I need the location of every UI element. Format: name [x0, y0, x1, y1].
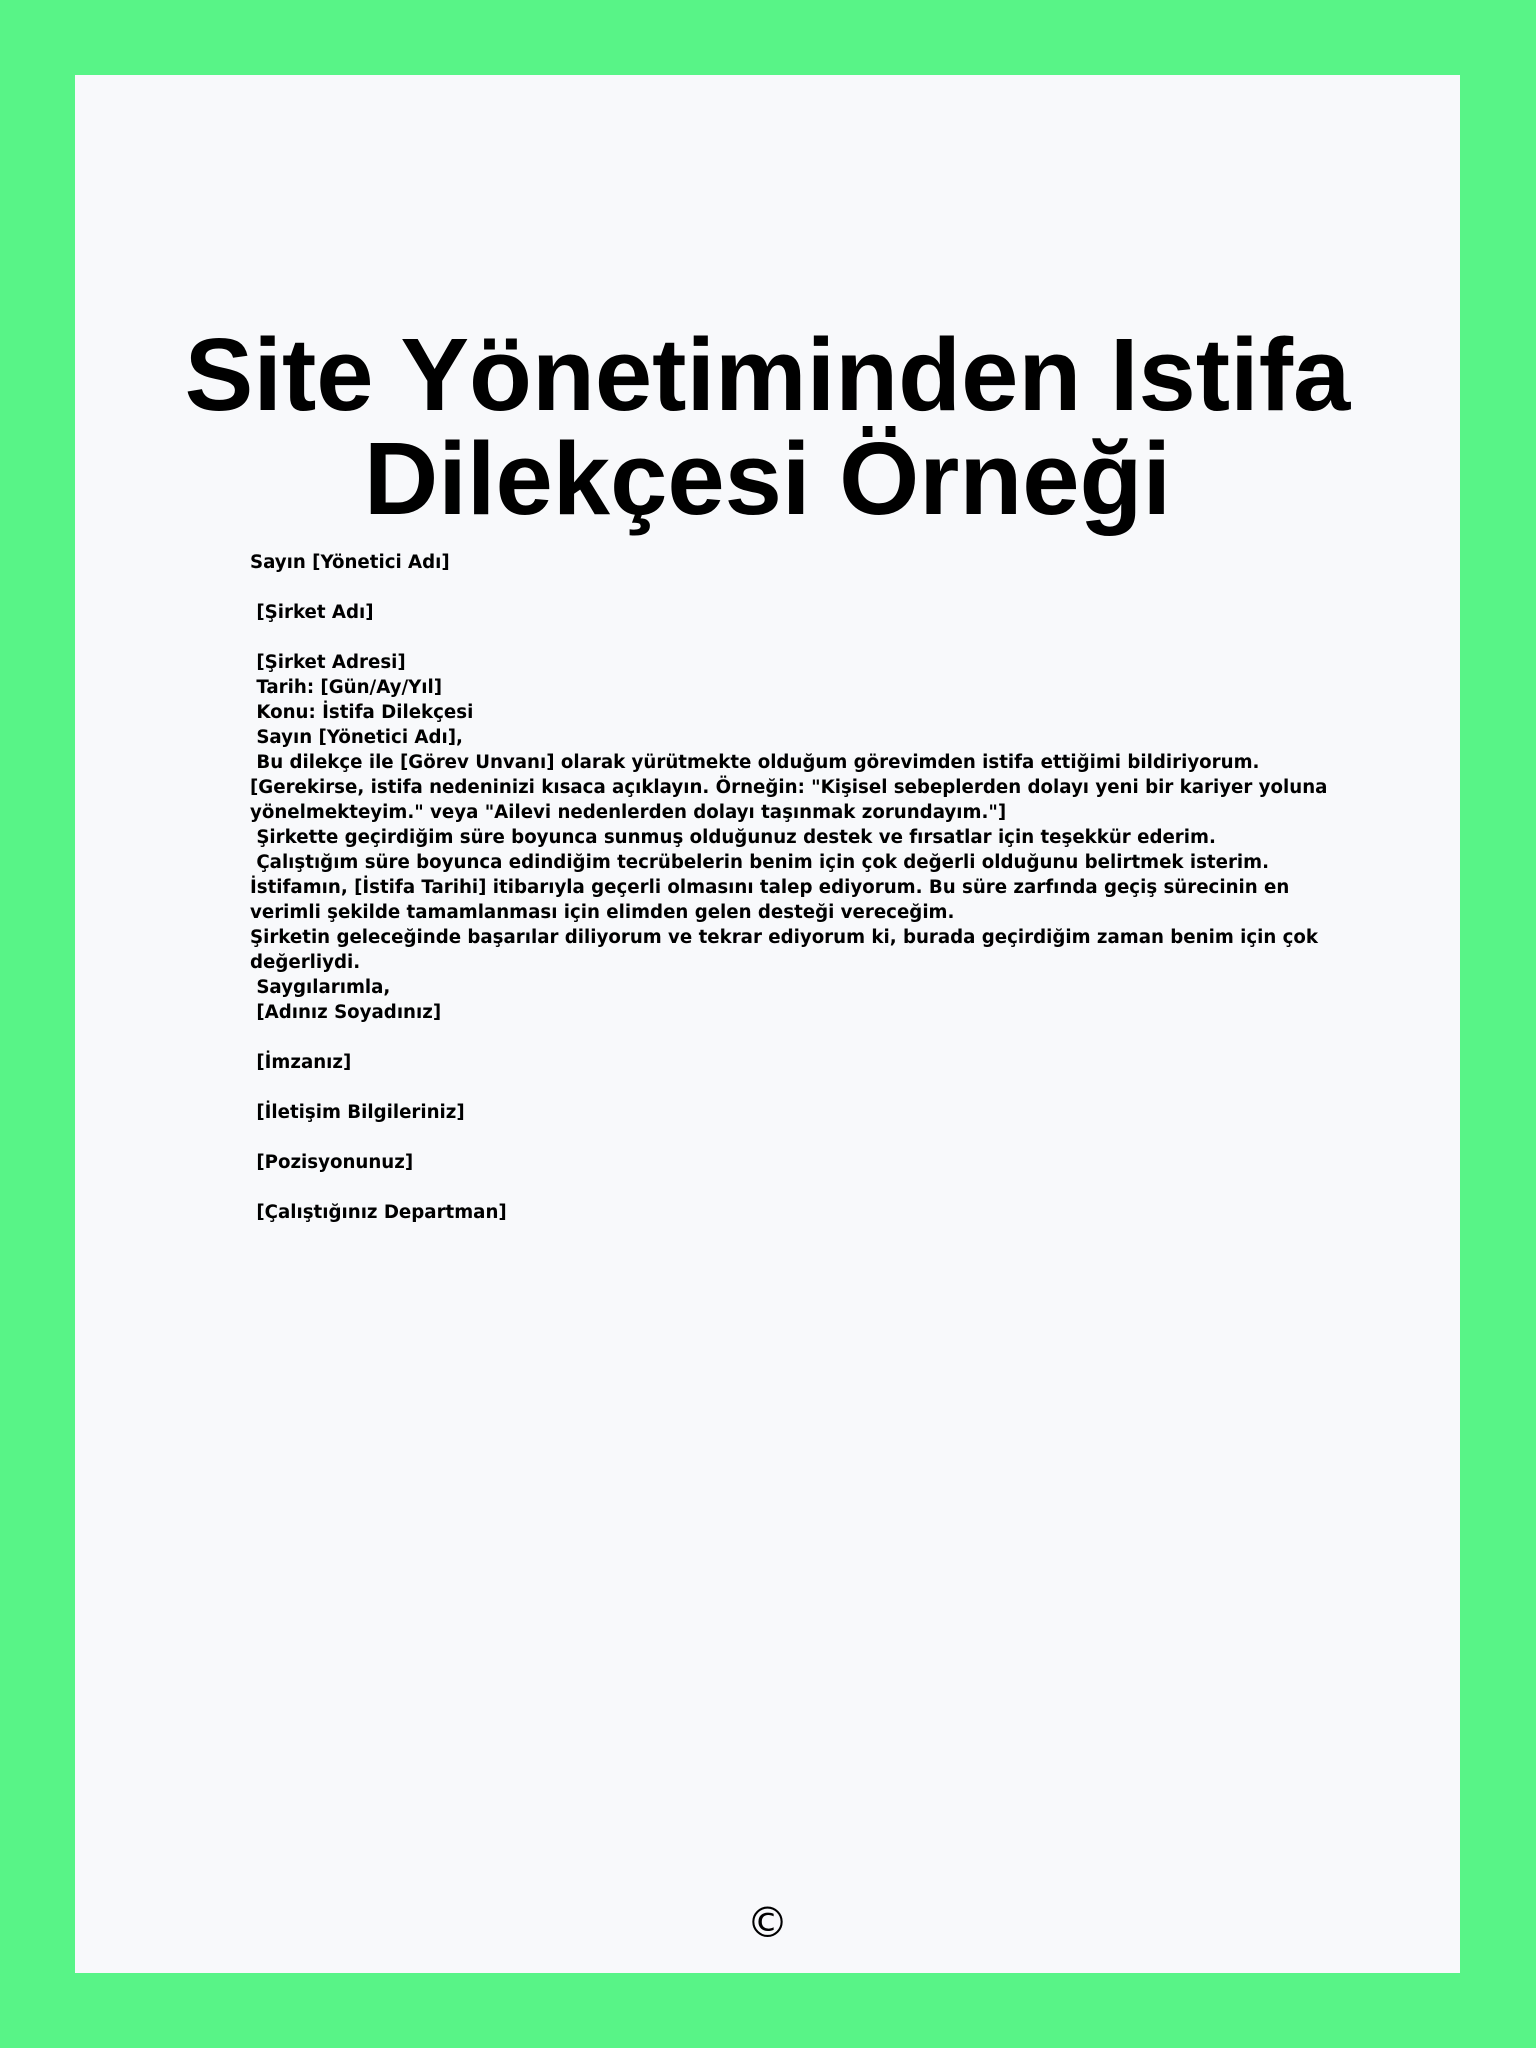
letter-line: [Şirket Adı] — [250, 602, 374, 623]
letter-line: verimli şekilde tamamlanması için elimden gelen desteği vereceğim. — [250, 902, 955, 923]
letter-line: Sayın [Yönetici Adı], — [250, 727, 463, 748]
blank-line — [250, 1175, 1360, 1200]
letter-line: Bu dilekçe ile [Görev Unvanı] olarak yürütmekte olduğum görevimden istifa ettiğimi bildiriyorum. — [250, 752, 1260, 773]
title-line-1: Site Yönetiminden Istifa — [184, 317, 1351, 432]
letter-line: İstifamın, [İstifa Tarihi] itibarıyla geçerli olmasını talep ediyorum. Bu süre zarfında geçiş sürecinin en — [250, 877, 1290, 898]
letter-line: Şirkette geçirdiğim süre boyunca sunmuş olduğunuz destek ve fırsatlar için teşekkür ederim. — [250, 827, 1216, 848]
blank-line — [250, 1025, 1360, 1050]
blank-line — [250, 625, 1360, 650]
letter-line: Tarih: [Gün/Ay/Yıl] — [250, 677, 443, 698]
letter-line: [Çalıştığınız Departman] — [250, 1202, 507, 1223]
letter-line: değerliydi. — [250, 952, 361, 973]
letter-line: [İmzanız] — [250, 1052, 352, 1073]
document-page — [75, 75, 1460, 1973]
blank-line — [250, 1125, 1360, 1150]
blank-line — [250, 575, 1360, 600]
letter-line: Sayın [Yönetici Adı] — [250, 552, 450, 573]
letter-line: [Pozisyonunuz] — [250, 1152, 414, 1173]
letter-line: [Gerekirse, istifa nedeninizi kısaca açıklayın. Örneğin: "Kişisel sebeplerden dolayı yeni bir kariyer yoluna — [250, 777, 1328, 798]
letter-body — [250, 550, 1360, 1225]
letter-line: yönelmekteyim." veya "Ailevi nedenlerden dolayı taşınmak zorundayım."] — [250, 802, 1007, 823]
blank-line — [250, 1075, 1360, 1100]
letter-line: Şirketin geleceğinde başarılar diliyorum ve tekrar ediyorum ki, burada geçirdiğim zaman benim için çok — [250, 927, 1319, 948]
title-line-2: Dilekçesi Örneği — [363, 421, 1172, 536]
letter-line: Konu: İstifa Dilekçesi — [250, 702, 474, 723]
letter-line: Çalıştığım süre boyunca edindiğim tecrübelerin benim için çok değerli olduğunu belirtmek isterim. — [250, 852, 1270, 873]
letter-line: Saygılarımla, — [250, 977, 391, 998]
letter-line: [Şirket Adresi] — [250, 652, 406, 673]
document-title — [75, 317, 1460, 536]
letter-line: [İletişim Bilgileriniz] — [250, 1102, 465, 1123]
letter-line: [Adınız Soyadınız] — [250, 1002, 442, 1023]
copyright-icon: © — [746, 1898, 789, 1947]
